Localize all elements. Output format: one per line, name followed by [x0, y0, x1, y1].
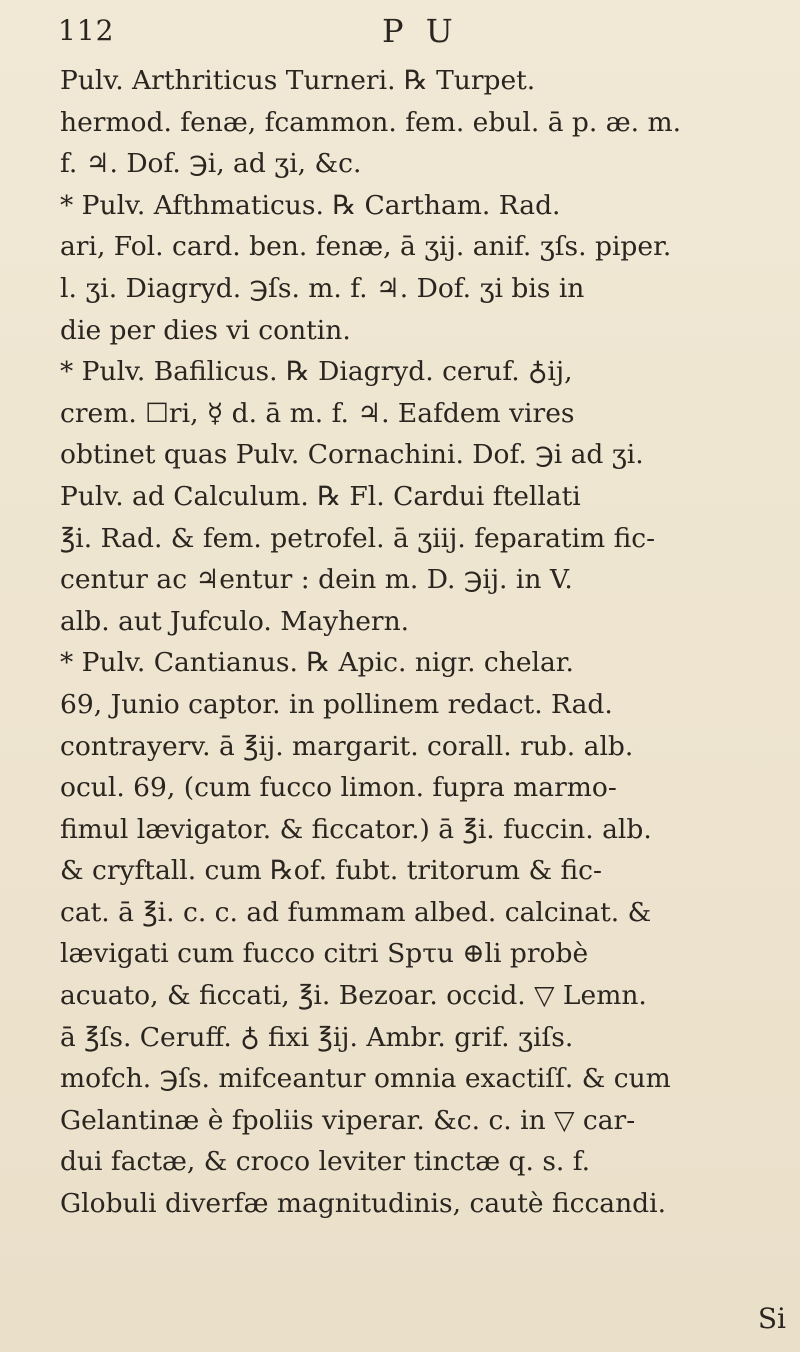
catchword: Si [757, 1302, 786, 1335]
body-text [60, 60, 790, 1225]
running-head: P U [382, 12, 459, 50]
text-line: 69, Junio captor. in pollinem redact. Rad. [60, 688, 613, 720]
text-line: dui factæ, & croco leviter tinctæ q. s. f. [60, 1146, 591, 1178]
text-line: Pulv. ad Calculum. ℞ Fl. Cardui ftellati [60, 480, 581, 512]
text-line: * Pulv. Cantianus. ℞ Apic. nigr. chelar. [60, 647, 574, 679]
page-number: 112 [58, 14, 115, 47]
text-line: acuato, & ficcati, ℥i. Bezoar. occid. ▽ Lemn. [60, 980, 647, 1012]
text-line: alb. aut Jufculo. Mayhern. [60, 605, 410, 637]
text-line: ℥i. Rad. & fem. petrofel. ā ʒiij. feparatim fic- [60, 522, 656, 554]
text-line: mofch. ℈ſs. mifceantur omnia exactiſſ. & cum [60, 1063, 671, 1095]
text-line: ā ℥ſs. Ceruff. ♁ fixi ℥ij. Ambr. grif. ʒiſs. [60, 1021, 574, 1053]
text-line: cat. ā ℥i. c. c. ad fummam albed. calcinat. & [60, 896, 652, 928]
text-line: obtinet quas Pulv. Cornachini. Dof. ℈i ad ʒi. [60, 439, 644, 471]
text-line: centur ac ♃entur : dein m. D. ℈ij. in V. [60, 564, 573, 596]
text-line: Gelantinæ è fpoliis viperar. &c. c. in ▽ car- [60, 1104, 636, 1136]
text-line: & cryftall. cum ℞of. fubt. tritorum & fic- [60, 855, 602, 887]
text-line: hermod. fenæ, fcammon. fem. ebul. ā p. æ. m. [60, 106, 682, 138]
text-line: f. ♃. Dof. ℈i, ad ʒi, &c. [60, 148, 362, 180]
text-line: Pulv. Arthriticus Turneri. ℞ Turpet. [60, 65, 536, 96]
text-line: ocul. 69, (cum fucco limon. fupra marmo- [60, 772, 617, 804]
text-line: * Pulv. Afthmaticus. ℞ Cartham. Rad. [60, 189, 561, 221]
text-line: l. ʒi. Diagryd. ℈ſs. m. f. ♃. Dof. ʒi bis in [60, 272, 585, 304]
text-line: contrayerv. ā ℥ij. margarit. corall. rub. alb. [60, 730, 634, 762]
text-line: fimul lævigator. & ficcator.) ā ℥i. fuccin. alb. [60, 813, 652, 845]
text-line: die per dies vi contin. [60, 314, 351, 346]
text-line: Globuli diverfæ magnitudinis, cautè ficcandi. [60, 1188, 667, 1220]
text-line: lævigati cum fucco citri Spτu ⊕li probè [60, 938, 589, 970]
text-line: * Pulv. Bafilicus. ℞ Diagryd. ceruf. ♁ij, [60, 356, 573, 388]
text-line: crem. ☐ri, ☿ d. ā m. f. ♃. Eafdem vires [60, 397, 575, 429]
text-line: ari, Fol. card. ben. fenæ, ā ʒij. anif. ʒſs. piper. [60, 231, 672, 263]
